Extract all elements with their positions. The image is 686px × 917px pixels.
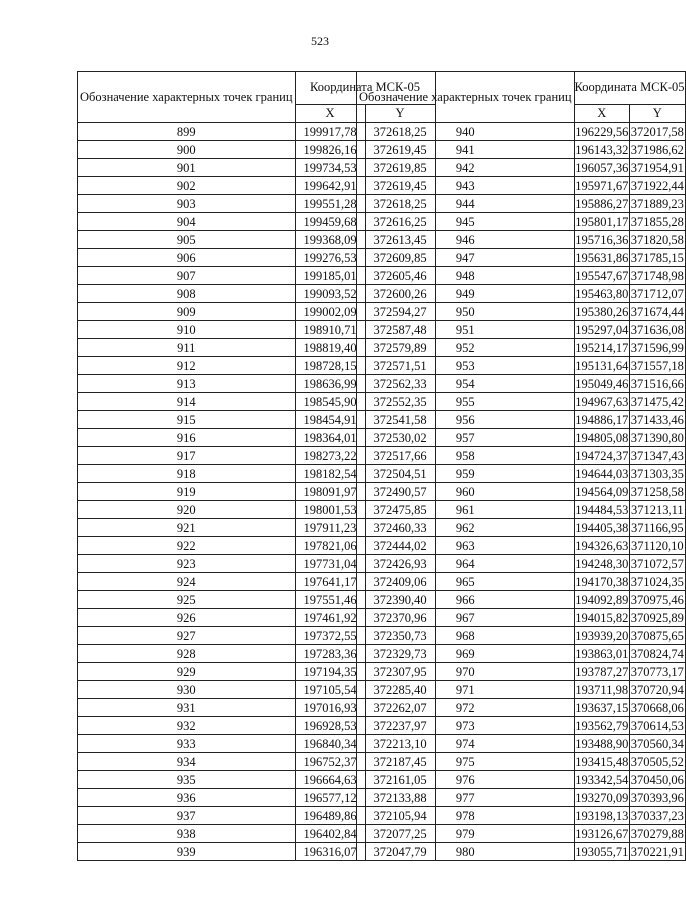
table-row — [357, 537, 686, 555]
table-row — [357, 483, 686, 501]
cell-y: 372350,73 — [365, 627, 435, 645]
cell-y: 372237,97 — [365, 717, 435, 735]
cell-y: 370560,34 — [630, 736, 684, 751]
cell-y: 372047,79 — [365, 843, 435, 861]
cell-point-number: 968 — [357, 627, 575, 645]
cell-point-number: 920 — [78, 501, 296, 519]
cell-point-number: 903 — [78, 195, 296, 213]
cell-x: 193198,13 — [575, 808, 629, 823]
cell-x: 194886,17 — [575, 412, 629, 427]
cell-point-number: 933 — [78, 735, 296, 753]
table-row — [357, 789, 686, 807]
cell-point-number: 928 — [78, 645, 296, 663]
cell-x: 193270,09 — [575, 790, 629, 805]
cell-point-number: 965 — [357, 573, 575, 591]
cell-point-number: 943 — [357, 177, 575, 195]
cell-y: 372460,33 — [365, 519, 435, 537]
cell-y: 370875,65 — [630, 628, 684, 643]
cell-y: 372370,96 — [365, 609, 435, 627]
cell-x: 196752,37 — [295, 753, 365, 771]
cell-x: 193711,98 — [575, 682, 629, 697]
cell-point-number: 907 — [78, 267, 296, 285]
cell-x: 196402,84 — [295, 825, 365, 843]
cell-y: 372613,45 — [365, 231, 435, 249]
cell-point-number: 905 — [78, 231, 296, 249]
cell-point-number: 963 — [357, 537, 575, 555]
cell-x: 199093,52 — [295, 285, 365, 303]
cell-y: 370614,53 — [630, 718, 684, 733]
cell-y: 370773,17 — [630, 664, 684, 679]
cell-point-number: 901 — [78, 159, 296, 177]
cell-point-number: 957 — [357, 429, 575, 447]
table-row — [357, 321, 686, 339]
cell-point-number: 908 — [78, 285, 296, 303]
column-header-coordinate: Координата МСК-05 — [295, 72, 435, 105]
cell-x: 196577,12 — [295, 789, 365, 807]
cell-x: 193415,48 — [575, 754, 629, 769]
table-row — [357, 843, 686, 861]
cell-y: 371986,62 — [630, 142, 684, 157]
cell-x: 198091,97 — [295, 483, 365, 501]
cell-x: 199826,16 — [295, 141, 365, 159]
cell-point-number: 977 — [357, 789, 575, 807]
cell-x: 197105,54 — [295, 681, 365, 699]
cell-y: 372077,25 — [365, 825, 435, 843]
cell-y: 370505,52 — [630, 754, 684, 769]
cell-y: 372307,95 — [365, 663, 435, 681]
cell-y: 371674,44 — [630, 304, 684, 319]
column-header-point: Обозначение характерных точек границ — [357, 72, 575, 123]
cell-point-number: 925 — [78, 591, 296, 609]
cell-y: 372475,85 — [365, 501, 435, 519]
table-row — [357, 465, 686, 483]
cell-y: 371748,98 — [630, 268, 684, 283]
table-row — [357, 249, 686, 267]
cell-y: 371347,43 — [630, 448, 684, 463]
cell-x: 198728,15 — [295, 357, 365, 375]
table-row — [357, 159, 686, 177]
cell-y: 372616,25 — [365, 213, 435, 231]
cell-y: 371166,95 — [630, 520, 684, 535]
cell-x: 197372,55 — [295, 627, 365, 645]
cell-y: 370720,94 — [630, 682, 684, 697]
cell-point-number: 958 — [357, 447, 575, 465]
cell-x: 198636,99 — [295, 375, 365, 393]
cell-x: 197731,04 — [295, 555, 365, 573]
cell-point-number: 913 — [78, 375, 296, 393]
column-header-x: X — [295, 104, 365, 122]
cell-point-number: 930 — [78, 681, 296, 699]
cell-point-number: 923 — [78, 555, 296, 573]
table-row — [357, 375, 686, 393]
cell-x: 195131,64 — [575, 358, 629, 373]
cell-point-number: 912 — [78, 357, 296, 375]
cell-y: 371785,15 — [630, 250, 684, 265]
cell-x: 196143,32 — [575, 142, 629, 157]
cell-x: 196489,86 — [295, 807, 365, 825]
cell-point-number: 947 — [357, 249, 575, 267]
cell-x: 199734,53 — [295, 159, 365, 177]
cell-x: 198910,71 — [295, 321, 365, 339]
cell-y: 370668,06 — [630, 700, 684, 715]
column-header-y: Y — [630, 104, 686, 122]
cell-x: 198273,22 — [295, 447, 365, 465]
table-body — [357, 123, 686, 861]
cell-x: 197821,06 — [295, 537, 365, 555]
cell-point-number: 949 — [357, 285, 575, 303]
cell-point-number: 979 — [357, 825, 575, 843]
cell-x: 199002,09 — [295, 303, 365, 321]
cell-y: 371303,35 — [630, 466, 684, 481]
cell-y: 372530,02 — [365, 429, 435, 447]
cell-x: 196928,53 — [295, 717, 365, 735]
cell-y: 372618,25 — [365, 123, 435, 141]
cell-point-number: 969 — [357, 645, 575, 663]
table-row — [357, 663, 686, 681]
cell-y: 372133,88 — [365, 789, 435, 807]
table-row — [357, 213, 686, 231]
table-row — [357, 753, 686, 771]
cell-y: 372579,89 — [365, 339, 435, 357]
cell-point-number: 966 — [357, 591, 575, 609]
cell-point-number: 959 — [357, 465, 575, 483]
cell-y: 371072,57 — [630, 556, 684, 571]
cell-point-number: 960 — [357, 483, 575, 501]
table-row — [357, 267, 686, 285]
cell-y: 371120,10 — [630, 538, 684, 553]
cell-x: 198182,54 — [295, 465, 365, 483]
cell-y: 371712,07 — [630, 286, 684, 301]
cell-point-number: 951 — [357, 321, 575, 339]
cell-x: 199276,53 — [295, 249, 365, 267]
column-header-point: Обозначение характерных точек границ — [78, 72, 296, 123]
cell-point-number: 937 — [78, 807, 296, 825]
cell-x: 194015,82 — [575, 610, 629, 625]
table-row — [357, 339, 686, 357]
cell-x: 193126,67 — [575, 826, 629, 841]
cell-point-number: 967 — [357, 609, 575, 627]
cell-y: 372619,45 — [365, 177, 435, 195]
cell-point-number: 938 — [78, 825, 296, 843]
table-row — [357, 393, 686, 411]
cell-y: 370279,88 — [630, 826, 684, 841]
cell-y: 372594,27 — [365, 303, 435, 321]
cell-x: 193637,15 — [575, 700, 629, 715]
table-row — [357, 429, 686, 447]
cell-x: 195971,67 — [575, 178, 629, 193]
cell-point-number: 910 — [78, 321, 296, 339]
cell-point-number: 934 — [78, 753, 296, 771]
cell-y: 372490,57 — [365, 483, 435, 501]
table-row — [357, 735, 686, 753]
cell-point-number: 973 — [357, 717, 575, 735]
cell-y: 371855,28 — [630, 214, 684, 229]
cell-y: 372161,05 — [365, 771, 435, 789]
cell-x: 194248,30 — [575, 556, 629, 571]
cell-x: 198454,91 — [295, 411, 365, 429]
cell-point-number: 944 — [357, 195, 575, 213]
cell-x: 197911,23 — [295, 519, 365, 537]
cell-point-number: 932 — [78, 717, 296, 735]
cell-y: 372605,46 — [365, 267, 435, 285]
cell-point-number: 980 — [357, 843, 575, 861]
cell-point-number: 900 — [78, 141, 296, 159]
cell-y: 371596,99 — [630, 340, 684, 355]
cell-y: 372541,58 — [365, 411, 435, 429]
cell-y: 372262,07 — [365, 699, 435, 717]
cell-point-number: 919 — [78, 483, 296, 501]
cell-point-number: 921 — [78, 519, 296, 537]
table-row — [357, 141, 686, 159]
cell-y: 372329,73 — [365, 645, 435, 663]
cell-point-number: 935 — [78, 771, 296, 789]
cell-point-number: 909 — [78, 303, 296, 321]
table-row — [357, 681, 686, 699]
table-row — [357, 699, 686, 717]
table-row — [357, 447, 686, 465]
cell-y: 371954,91 — [630, 160, 684, 175]
table-row — [357, 411, 686, 429]
cell-x: 195049,46 — [575, 376, 629, 391]
cell-y: 371889,23 — [630, 196, 684, 211]
table-row — [357, 555, 686, 573]
table-row — [357, 501, 686, 519]
cell-point-number: 926 — [78, 609, 296, 627]
cell-y: 371557,18 — [630, 358, 684, 373]
cell-point-number: 952 — [357, 339, 575, 357]
cell-y: 370337,23 — [630, 808, 684, 823]
cell-point-number: 976 — [357, 771, 575, 789]
cell-x: 193055,71 — [575, 844, 629, 859]
cell-x: 197461,92 — [295, 609, 365, 627]
cell-y: 372587,48 — [365, 321, 435, 339]
cell-x: 197641,17 — [295, 573, 365, 591]
cell-point-number: 922 — [78, 537, 296, 555]
cell-x: 193863,01 — [575, 646, 629, 661]
cell-point-number: 902 — [78, 177, 296, 195]
cell-x: 194564,09 — [575, 484, 629, 499]
cell-y: 371516,66 — [630, 376, 684, 391]
cell-point-number: 962 — [357, 519, 575, 537]
cell-point-number: 941 — [357, 141, 575, 159]
cell-point-number: 961 — [357, 501, 575, 519]
cell-x: 198001,53 — [295, 501, 365, 519]
cell-y: 371433,46 — [630, 412, 684, 427]
cell-x: 199459,68 — [295, 213, 365, 231]
cell-point-number: 917 — [78, 447, 296, 465]
cell-y: 372444,02 — [365, 537, 435, 555]
cell-y: 371475,42 — [630, 394, 684, 409]
cell-x: 193787,27 — [575, 664, 629, 679]
cell-x: 194326,63 — [575, 538, 629, 553]
cell-x: 195463,80 — [575, 286, 629, 301]
cell-x: 198364,01 — [295, 429, 365, 447]
cell-x: 195380,26 — [575, 304, 629, 319]
cell-x: 194644,03 — [575, 466, 629, 481]
cell-point-number: 954 — [357, 375, 575, 393]
cell-point-number: 936 — [78, 789, 296, 807]
cell-y: 372105,94 — [365, 807, 435, 825]
cell-y: 371820,58 — [630, 232, 684, 247]
cell-y: 372187,45 — [365, 753, 435, 771]
cell-point-number: 940 — [357, 123, 575, 141]
table-row — [357, 573, 686, 591]
coordinates-table-right — [356, 71, 686, 861]
cell-point-number: 899 — [78, 123, 296, 141]
cell-x: 195297,04 — [575, 322, 629, 337]
cell-x: 194484,53 — [575, 502, 629, 517]
cell-point-number: 950 — [357, 303, 575, 321]
cell-point-number: 971 — [357, 681, 575, 699]
cell-point-number: 946 — [357, 231, 575, 249]
cell-y: 371390,80 — [630, 430, 684, 445]
cell-point-number: 953 — [357, 357, 575, 375]
cell-x: 197194,35 — [295, 663, 365, 681]
cell-y: 371636,08 — [630, 322, 684, 337]
cell-y: 370393,96 — [630, 790, 684, 805]
table-row — [357, 195, 686, 213]
cell-x: 198819,40 — [295, 339, 365, 357]
cell-point-number: 942 — [357, 159, 575, 177]
cell-y: 372390,40 — [365, 591, 435, 609]
cell-x: 196840,34 — [295, 735, 365, 753]
cell-point-number: 906 — [78, 249, 296, 267]
cell-y: 372517,66 — [365, 447, 435, 465]
cell-x: 197551,46 — [295, 591, 365, 609]
table-row — [357, 645, 686, 663]
cell-x: 196057,36 — [575, 160, 629, 175]
cell-x: 199917,78 — [295, 123, 365, 141]
cell-y: 372618,25 — [365, 195, 435, 213]
cell-y: 370450,06 — [630, 772, 684, 787]
cell-y: 370925,89 — [630, 610, 684, 625]
table-row — [357, 231, 686, 249]
table-row — [357, 825, 686, 843]
cell-x: 193939,20 — [575, 628, 629, 643]
cell-x: 194170,38 — [575, 574, 629, 589]
table-row — [357, 285, 686, 303]
cell-x: 194805,08 — [575, 430, 629, 445]
table-row — [357, 123, 686, 141]
cell-x: 193342,54 — [575, 772, 629, 787]
cell-x: 194724,37 — [575, 448, 629, 463]
cell-x: 196316,07 — [295, 843, 365, 861]
cell-x: 195801,17 — [575, 214, 629, 229]
cell-point-number: 939 — [78, 843, 296, 861]
cell-y: 372619,45 — [365, 141, 435, 159]
cell-point-number: 945 — [357, 213, 575, 231]
cell-x: 199642,91 — [295, 177, 365, 195]
cell-y: 372609,85 — [365, 249, 435, 267]
cell-point-number: 931 — [78, 699, 296, 717]
cell-x: 195886,27 — [575, 196, 629, 211]
cell-y: 372426,93 — [365, 555, 435, 573]
cell-point-number: 914 — [78, 393, 296, 411]
table-row — [357, 519, 686, 537]
cell-y: 372600,26 — [365, 285, 435, 303]
table-row — [357, 807, 686, 825]
cell-point-number: 911 — [78, 339, 296, 357]
cell-x: 195547,67 — [575, 268, 629, 283]
cell-point-number: 955 — [357, 393, 575, 411]
cell-y: 372619,85 — [365, 159, 435, 177]
cell-y: 371213,11 — [630, 502, 684, 517]
cell-x: 199185,01 — [295, 267, 365, 285]
table-row — [357, 717, 686, 735]
cell-x: 194967,63 — [575, 394, 629, 409]
cell-y: 371258,58 — [630, 484, 684, 499]
cell-point-number: 948 — [357, 267, 575, 285]
cell-x: 193562,79 — [575, 718, 629, 733]
cell-x: 195214,17 — [575, 340, 629, 355]
cell-y: 372285,40 — [365, 681, 435, 699]
cell-point-number: 918 — [78, 465, 296, 483]
cell-point-number: 915 — [78, 411, 296, 429]
cell-point-number: 956 — [357, 411, 575, 429]
cell-point-number: 929 — [78, 663, 296, 681]
cell-x: 194405,38 — [575, 520, 629, 535]
cell-y: 371922,44 — [630, 178, 684, 193]
cell-y: 372017,58 — [630, 124, 684, 139]
column-header-coordinate: Координата МСК-05 — [574, 72, 685, 105]
cell-point-number: 916 — [78, 429, 296, 447]
cell-x: 196229,56 — [575, 124, 629, 139]
cell-y: 372213,10 — [365, 735, 435, 753]
column-header-x: X — [574, 104, 630, 122]
cell-x: 199551,28 — [295, 195, 365, 213]
page-number: 523 — [311, 34, 329, 48]
column-header-y: Y — [365, 104, 435, 122]
cell-x: 193488,90 — [575, 736, 629, 751]
cell-x: 196664,63 — [295, 771, 365, 789]
table-row — [357, 627, 686, 645]
table-row — [357, 357, 686, 375]
cell-y: 371024,35 — [630, 574, 684, 589]
cell-point-number: 975 — [357, 753, 575, 771]
cell-point-number: 974 — [357, 735, 575, 753]
table-row — [357, 177, 686, 195]
cell-point-number: 924 — [78, 573, 296, 591]
cell-y: 370975,46 — [630, 592, 684, 607]
table-row — [357, 303, 686, 321]
cell-point-number: 970 — [357, 663, 575, 681]
cell-y: 370824,74 — [630, 646, 684, 661]
cell-point-number: 964 — [357, 555, 575, 573]
cell-point-number: 978 — [357, 807, 575, 825]
cell-y: 372409,06 — [365, 573, 435, 591]
cell-y: 372562,33 — [365, 375, 435, 393]
cell-x: 197283,36 — [295, 645, 365, 663]
table-row — [357, 591, 686, 609]
cell-x: 195716,36 — [575, 232, 629, 247]
cell-x: 198545,90 — [295, 393, 365, 411]
cell-point-number: 972 — [357, 699, 575, 717]
cell-point-number: 927 — [78, 627, 296, 645]
table-row — [357, 771, 686, 789]
cell-y: 372552,35 — [365, 393, 435, 411]
cell-x: 194092,89 — [575, 592, 629, 607]
cell-y: 372504,51 — [365, 465, 435, 483]
cell-x: 195631,86 — [575, 250, 629, 265]
cell-point-number: 904 — [78, 213, 296, 231]
cell-x: 197016,93 — [295, 699, 365, 717]
cell-y: 370221,91 — [630, 844, 684, 859]
cell-y: 372571,51 — [365, 357, 435, 375]
cell-x: 199368,09 — [295, 231, 365, 249]
table-row — [357, 609, 686, 627]
